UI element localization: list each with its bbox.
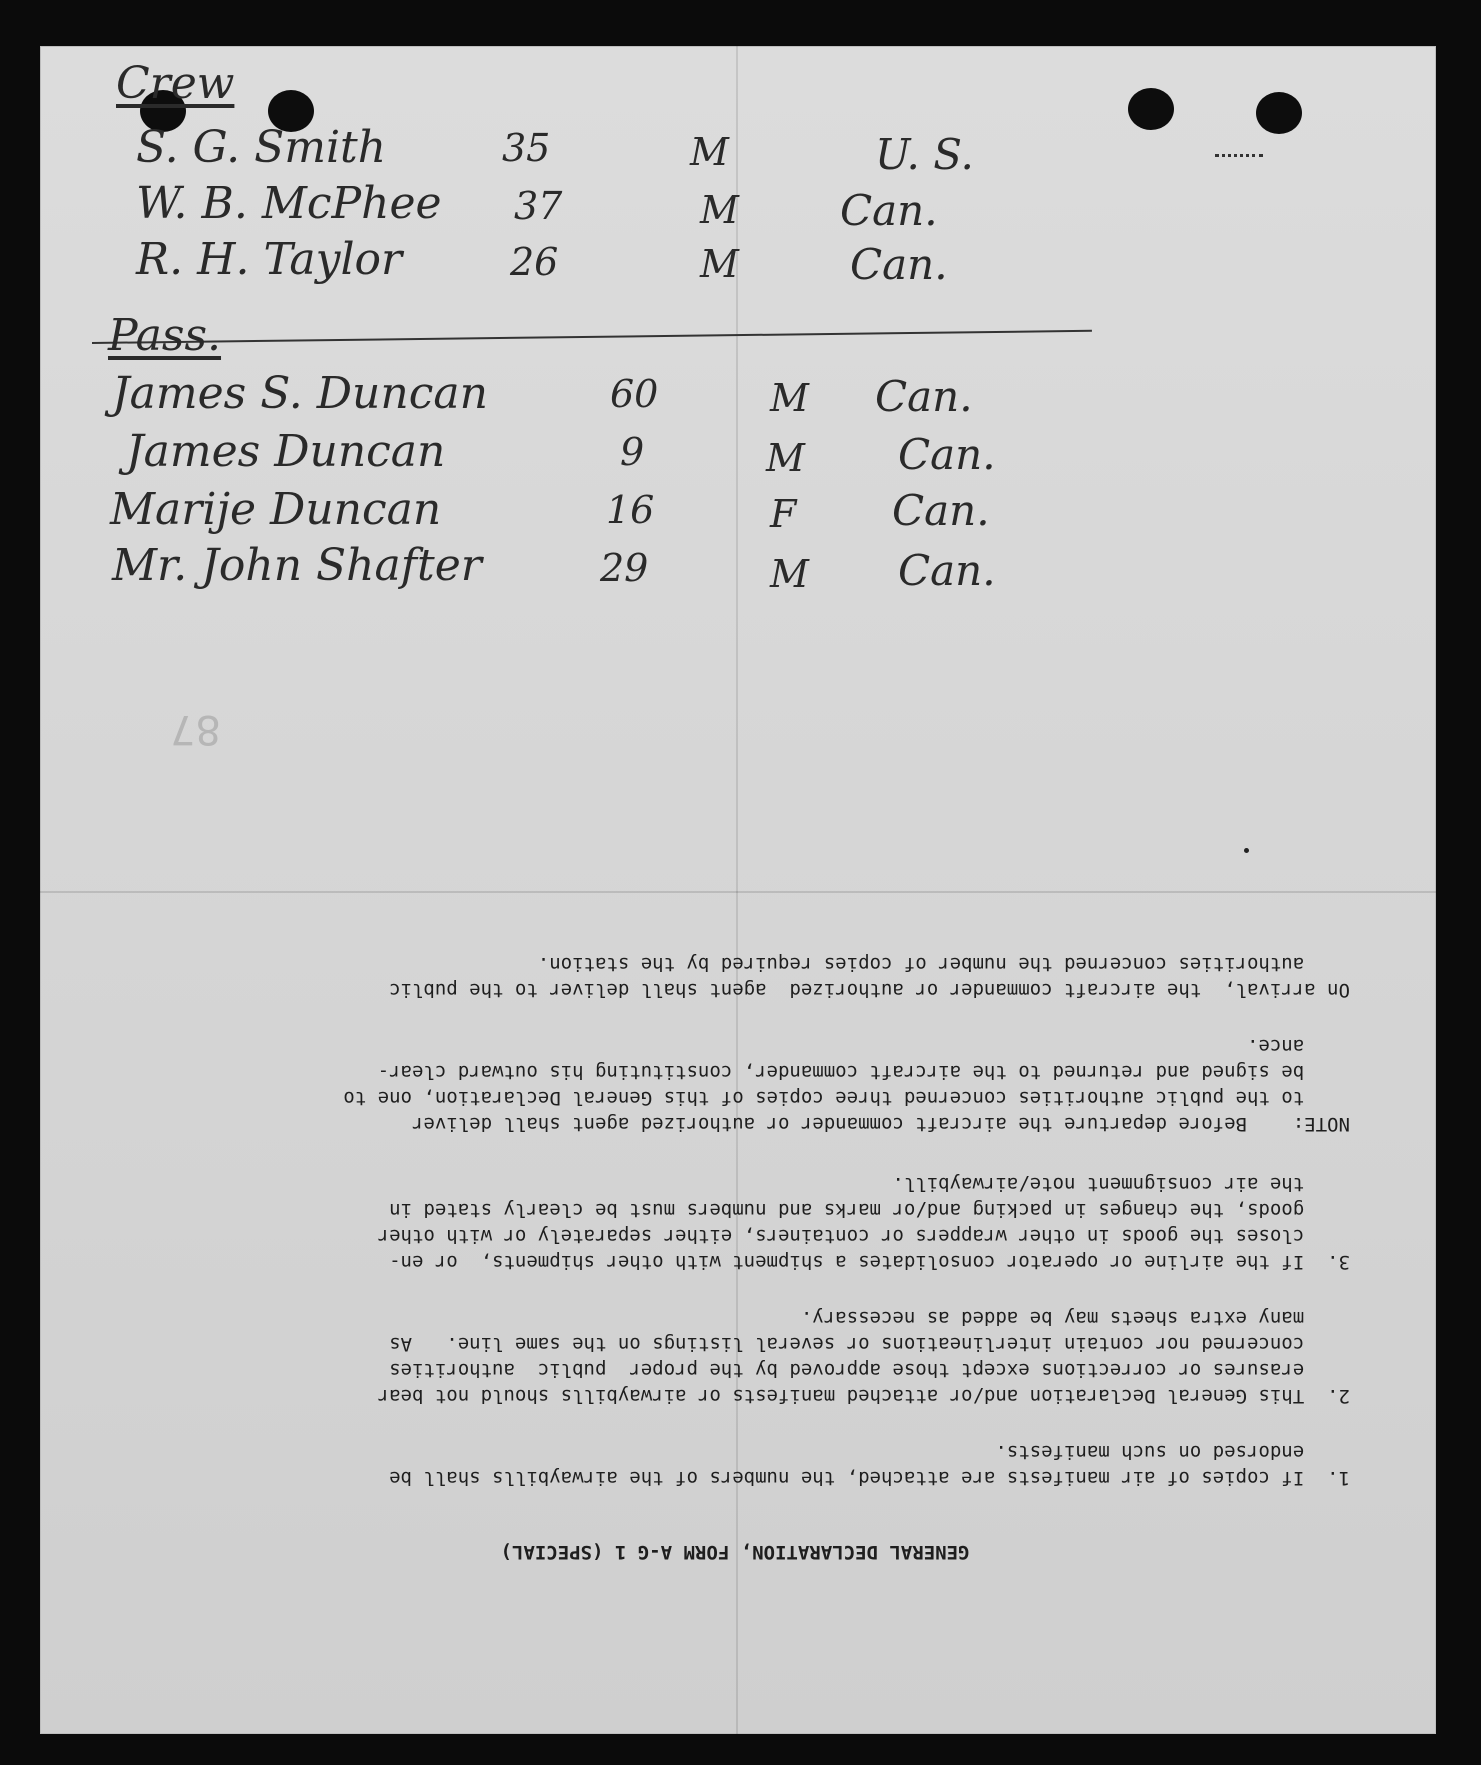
pencil-dash-mark — [1215, 154, 1263, 160]
crew-2-nationality: Can. — [840, 186, 938, 235]
crew-2-name: W. B. McPhee — [136, 178, 442, 229]
instruction-item-2: 2. This General Declaration and/or attached manifests or airwaybills should not bear erasures or corrections except those approved by the proper public authorities concerned nor contain interlineations or several listings on the same line. As many extra sheets may be added as necessary. — [377, 1307, 1350, 1407]
passenger-2-nationality: Can. — [898, 430, 996, 479]
crew-2-age: 37 — [514, 184, 563, 228]
passenger-2-age: 9 — [620, 430, 645, 474]
passenger-4-age: 29 — [600, 546, 649, 590]
crew-1-nationality: U. S. — [875, 130, 974, 179]
section-divider-line — [92, 330, 1092, 344]
crew-3-name: R. H. Taylor — [136, 234, 403, 285]
passenger-1-sex: M — [770, 376, 809, 420]
crew-label: Crew — [116, 58, 235, 109]
passenger-2-sex: M — [766, 436, 805, 480]
instruction-item-3: 3. If the airline or operator consolidates a shipment with other shipments, or en- closes the goods in other wrappers or containers, either separately or with other goods, the changes in packing and/or marks and numbers must be clearly stated in the air consignment note/airwaybill. — [377, 1173, 1350, 1273]
crew-1-sex: M — [690, 130, 729, 174]
instruction-item-1: 1. If copies of air manifests are attached, the numbers of the airwaybills shall be endorsed on such manifests. — [389, 1441, 1350, 1489]
crew-2-sex: M — [700, 188, 739, 232]
crew-3-sex: M — [700, 242, 739, 286]
passenger-4-name: Mr. John Shafter — [112, 540, 482, 591]
passengers-label: Pass. — [108, 310, 222, 361]
passenger-1-nationality: Can. — [875, 372, 973, 421]
arrival-paragraph: On arrival, the aircraft commander or authorized agent shall deliver to the public authorities concerned the number of copies required by the station. — [389, 953, 1350, 1001]
typed-instructions-upside-down — [120, 855, 1350, 1565]
crew-3-nationality: Can. — [850, 240, 948, 289]
note-paragraph: NOTE: Before departure the aircraft commander or authorized agent shall deliver to the public authorities concerned three copies of this General Declaration, one to be signed and returned to the aircraft commander, constituting his outward clear- ance. — [343, 1035, 1350, 1135]
passenger-2-name: James Duncan — [126, 426, 446, 477]
ink-dot — [1244, 848, 1249, 853]
punch-hole-4 — [1256, 92, 1302, 134]
passenger-3-sex: F — [770, 492, 797, 536]
crew-1-age: 35 — [502, 126, 551, 170]
form-title: GENERAL DECLARATION, FORM A-G 1 (SPECIAL) — [500, 1541, 970, 1563]
passenger-1-age: 60 — [610, 372, 659, 416]
punch-hole-3 — [1128, 88, 1174, 130]
crew-3-age: 26 — [510, 240, 559, 284]
passenger-3-name: Marije Duncan — [110, 484, 442, 535]
faint-stamp-mark: 87 — [170, 706, 221, 752]
passenger-4-sex: M — [770, 552, 809, 596]
passenger-1-name: James S. Duncan — [112, 368, 488, 419]
passenger-4-nationality: Can. — [898, 546, 996, 595]
passenger-3-age: 16 — [606, 488, 655, 532]
passenger-3-nationality: Can. — [892, 486, 990, 535]
crew-1-name: S. G. Smith — [136, 122, 387, 173]
